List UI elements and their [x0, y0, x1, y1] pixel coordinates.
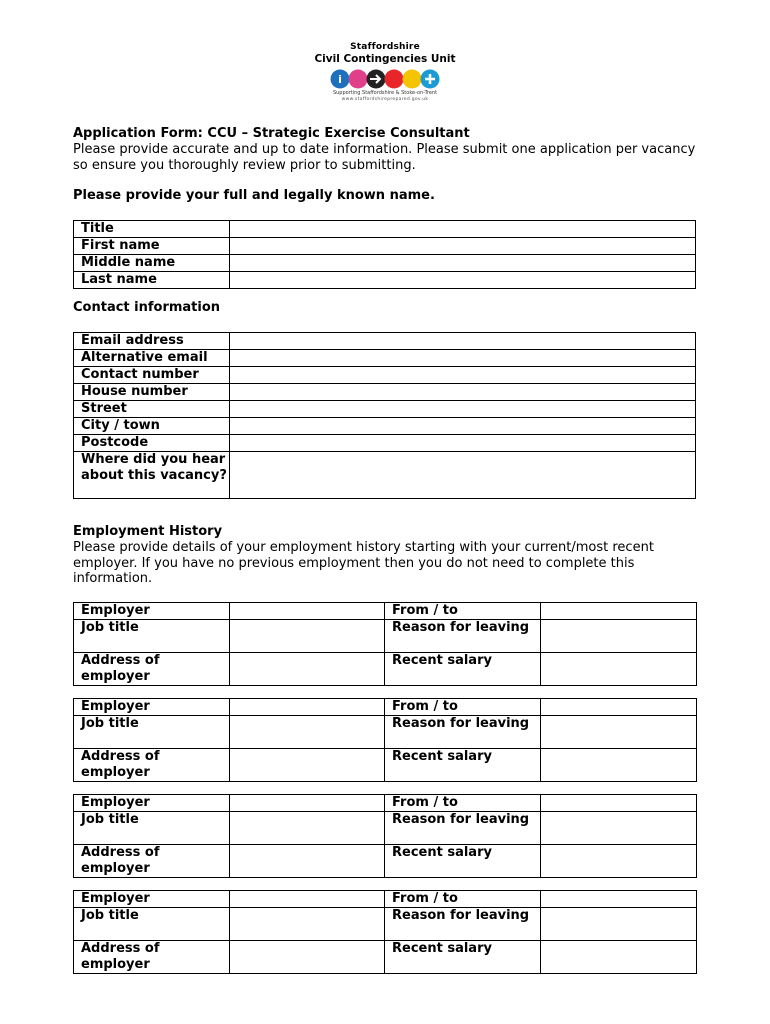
from-to-field[interactable]: [541, 891, 697, 908]
job-title-label: Job title: [74, 620, 230, 653]
reason-field[interactable]: [541, 812, 697, 845]
salary-label: Recent salary: [385, 749, 541, 782]
job-title-field[interactable]: [230, 716, 385, 749]
employment-intro: Please provide details of your employment history starting with your current/most recent employer. If you have no previous employment then you do not need to complete this information.: [73, 540, 654, 586]
form-title: Application Form: CCU – Strategic Exercise Consultant: [73, 126, 470, 141]
table-row: [74, 418, 696, 435]
reason-label: Reason for leaving: [385, 908, 541, 941]
salary-label: Recent salary: [385, 653, 541, 686]
middle-name-field[interactable]: [230, 255, 696, 272]
table-row: [74, 749, 697, 782]
job-title-field[interactable]: [230, 812, 385, 845]
table-row: [74, 699, 697, 716]
job-title-label: Job title: [74, 812, 230, 845]
logo-tagline: Supporting Staffordshire & Stoke-on-Trent: [332, 90, 438, 96]
employer-label: Employer: [74, 699, 230, 716]
address-label: Address of employer: [74, 845, 230, 878]
job-title-label: Job title: [74, 716, 230, 749]
logo-circle-5: [403, 70, 422, 89]
postcode-label: Postcode: [74, 435, 230, 452]
middle-name-label: Middle name: [74, 255, 230, 272]
contact-number-label: Contact number: [74, 367, 230, 384]
table-row: [74, 367, 696, 384]
job-title-field[interactable]: [230, 620, 385, 653]
table-row: [74, 812, 697, 845]
address-label: Address of employer: [74, 749, 230, 782]
salary-field[interactable]: [541, 845, 697, 878]
job-title-field[interactable]: [230, 908, 385, 941]
table-row: [74, 653, 697, 686]
employer-table-3: [73, 794, 697, 878]
employer-table-4: [73, 890, 697, 974]
first-name-field[interactable]: [230, 238, 696, 255]
address-field[interactable]: [230, 749, 385, 782]
employer-field[interactable]: [230, 795, 385, 812]
from-to-label: From / to: [385, 603, 541, 620]
from-to-field[interactable]: [541, 795, 697, 812]
logo-line-1: Staffordshire: [350, 42, 420, 52]
table-row: [74, 401, 696, 418]
street-field[interactable]: [230, 401, 696, 418]
logo-website: www.staffordshireprepared.gov.uk: [341, 97, 429, 102]
table-row: [74, 716, 697, 749]
city-label: City / town: [74, 418, 230, 435]
table-row: [74, 435, 696, 452]
house-number-field[interactable]: [230, 384, 696, 401]
from-to-label: From / to: [385, 891, 541, 908]
table-row: [74, 795, 697, 812]
employer-field[interactable]: [230, 699, 385, 716]
address-field[interactable]: [230, 653, 385, 686]
logo-line-2: Civil Contingencies Unit: [314, 53, 456, 65]
form-intro: Please provide accurate and up to date information. Please submit one application per vacancy so ensure you thoroughly review prior to submitting.: [73, 142, 696, 173]
salary-label: Recent salary: [385, 845, 541, 878]
house-number-label: House number: [74, 384, 230, 401]
employer-table-2: [73, 698, 697, 782]
employer-field[interactable]: [230, 603, 385, 620]
first-name-label: First name: [74, 238, 230, 255]
employer-label: Employer: [74, 891, 230, 908]
title-field[interactable]: [230, 221, 696, 238]
table-row: [74, 891, 697, 908]
street-label: Street: [74, 401, 230, 418]
reason-field[interactable]: [541, 908, 697, 941]
salary-field[interactable]: [541, 749, 697, 782]
table-row: [74, 384, 696, 401]
name-section-heading: Please provide your full and legally known name.: [73, 188, 435, 203]
table-row: [74, 941, 697, 974]
job-title-label: Job title: [74, 908, 230, 941]
contact-number-field[interactable]: [230, 367, 696, 384]
email-label: Email address: [74, 333, 230, 350]
table-row: [74, 908, 697, 941]
alt-email-field[interactable]: [230, 350, 696, 367]
employer-label: Employer: [74, 795, 230, 812]
address-label: Address of employer: [74, 941, 230, 974]
table-row: [74, 845, 697, 878]
table-row: [74, 221, 696, 238]
table-row: [74, 603, 697, 620]
svg-text:i: i: [338, 73, 342, 86]
address-field[interactable]: [230, 845, 385, 878]
reason-label: Reason for leaving: [385, 620, 541, 653]
table-row: [74, 620, 697, 653]
last-name-field[interactable]: [230, 272, 696, 289]
reason-label: Reason for leaving: [385, 812, 541, 845]
last-name-label: Last name: [74, 272, 230, 289]
logo-circle-4: [385, 70, 404, 89]
vacancy-source-label: Where did you hear about this vacancy?: [74, 452, 230, 499]
from-to-label: From / to: [385, 699, 541, 716]
salary-label: Recent salary: [385, 941, 541, 974]
salary-field[interactable]: [541, 653, 697, 686]
employer-label: Employer: [74, 603, 230, 620]
salary-field[interactable]: [541, 941, 697, 974]
employer-table-1: [73, 602, 697, 686]
vacancy-source-field[interactable]: [230, 452, 696, 499]
employer-field[interactable]: [230, 891, 385, 908]
table-row: [74, 255, 696, 272]
from-to-field[interactable]: [541, 699, 697, 716]
contact-section-heading: Contact information: [73, 300, 221, 315]
table-row: [74, 333, 696, 350]
address-field[interactable]: [230, 941, 385, 974]
contact-table: [73, 332, 696, 499]
from-to-field[interactable]: [541, 603, 697, 620]
reason-field[interactable]: [541, 716, 697, 749]
table-row: [74, 350, 696, 367]
table-row: [74, 452, 696, 499]
reason-field[interactable]: [541, 620, 697, 653]
table-row: [74, 272, 696, 289]
email-field[interactable]: [230, 333, 696, 350]
postcode-field[interactable]: [230, 435, 696, 452]
table-row: [74, 238, 696, 255]
reason-label: Reason for leaving: [385, 716, 541, 749]
logo-circles-icon: [329, 68, 441, 90]
logo-circle-2: [349, 70, 368, 89]
employment-section-heading: Employment History: [73, 524, 223, 539]
address-label: Address of employer: [74, 653, 230, 686]
city-field[interactable]: [230, 418, 696, 435]
name-table: [73, 220, 696, 289]
ccu-logo: [300, 42, 470, 110]
title-label: Title: [74, 221, 230, 238]
alt-email-label: Alternative email: [74, 350, 230, 367]
from-to-label: From / to: [385, 795, 541, 812]
